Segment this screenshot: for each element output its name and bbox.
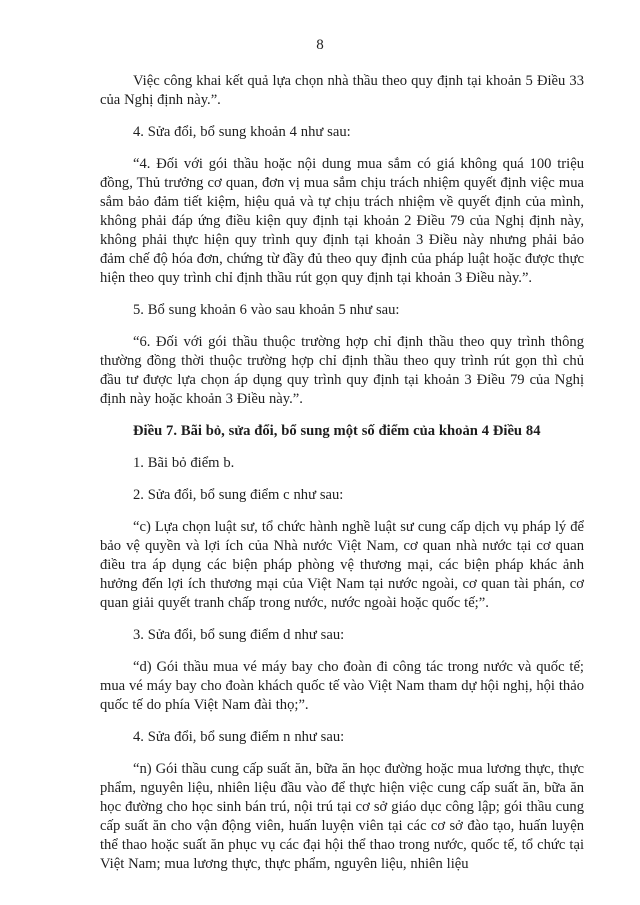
paragraph-item-3-heading: 3. Sửa đổi, bổ sung điểm d như sau: bbox=[133, 627, 345, 643]
paragraph-clause-5-heading: 5. Bổ sung khoản 6 vào sau khoản 5 như sau: bbox=[133, 302, 400, 318]
paragraph-item-4-heading: 4. Sửa đổi, bổ sung điểm n như sau: bbox=[133, 729, 345, 745]
paragraph-continuation: Việc công khai kết quả lựa chọn nhà thầu theo quy định tại khoản 5 Điều 33 của Nghị định này.”. bbox=[100, 73, 584, 108]
paragraph-point-d-quote: “d) Gói thầu mua vé máy bay cho đoàn đi công tác trong nước và quốc tế; mua vé máy bay cho đoàn khách quốc tế vào Việt Nam tham dự hội nghị, hội thảo quốc tế do phía Việt Nam đài thọ;”. bbox=[100, 659, 584, 713]
paragraph-clause-4-quote: “4. Đối với gói thầu hoặc nội dung mua sắm có giá không quá 100 triệu đồng, Thủ trưởng cơ quan, đơn vị mua sắm chịu trách nhiệm quyết định việc mua sắm bảo đảm tiết kiệm, hiệu quả và tự chịu trách nhiệm về quyết định của mình, không phải đáp ứng điều kiện quy định tại khoản 2 Điều 79 của Nghị định này, không phải thực hiện quy trình quy định tại khoản 3 Điều này nhưng phải bảo đảm chế độ hóa đơn, chứng từ đầy đủ theo quy định của pháp luật hoặc được thực hiện theo quy trình chỉ định thầu rút gọn quy định tại khoản 3 Điều này.”. bbox=[100, 156, 584, 286]
document-body bbox=[100, 72, 584, 887]
paragraph-item-2-heading: 2. Sửa đổi, bổ sung điểm c như sau: bbox=[133, 487, 344, 503]
paragraph-item-1: 1. Bãi bỏ điểm b. bbox=[133, 455, 235, 471]
article-7-heading: Điều 7. Bãi bỏ, sửa đổi, bổ sung một số điểm của khoản 4 Điều 84 bbox=[133, 423, 541, 439]
paragraph-clause-4-heading: 4. Sửa đổi, bổ sung khoản 4 như sau: bbox=[133, 124, 351, 140]
paragraph-clause-6-quote: “6. Đối với gói thầu thuộc trường hợp chỉ định thầu theo quy trình thông thường đồng thời thuộc trường hợp chỉ định thầu theo quy trình rút gọn thì chủ đầu tư được lựa chọn áp dụng quy trình quy định tại khoản 3 Điều 79 của Nghị định này hoặc khoản 3 Điều này.”. bbox=[100, 334, 584, 407]
page-number: 8 bbox=[316, 37, 324, 53]
paragraph-point-c-quote: “c) Lựa chọn luật sư, tổ chức hành nghề luật sư cung cấp dịch vụ pháp lý để bảo vệ quyền và lợi ích của Nhà nước Việt Nam, cơ quan nhà nước tại cơ quan điều tra áp dụng các biện pháp phòng vệ thương mại, các biện pháp khác ảnh hưởng đến lợi ích thương mại của Việt Nam tại nước ngoài, cơ quan tài phán, cơ quan giải quyết tranh chấp trong nước, nước ngoài hoặc quốc tế;”. bbox=[100, 519, 584, 611]
paragraph-point-n-quote: “n) Gói thầu cung cấp suất ăn, bữa ăn học đường hoặc mua lương thực, thực phẩm, nguyên liệu, nhiên liệu đầu vào để thực hiện việc cung cấp suất ăn, bữa ăn học đường cho học sinh bán trú, nội trú tại cơ sở giáo dục công lập; gói thầu cung cấp suất ăn cho vận động viên, huấn luyện viên tại các cơ sở đào tạo, huấn luyện thể thao hoặc suất ăn phục vụ các đại hội thể thao trong nước, quốc tế, tổ chức tại Việt Nam; mua lương thực, thực phẩm, nguyên liệu, nhiên liệu bbox=[100, 761, 584, 872]
